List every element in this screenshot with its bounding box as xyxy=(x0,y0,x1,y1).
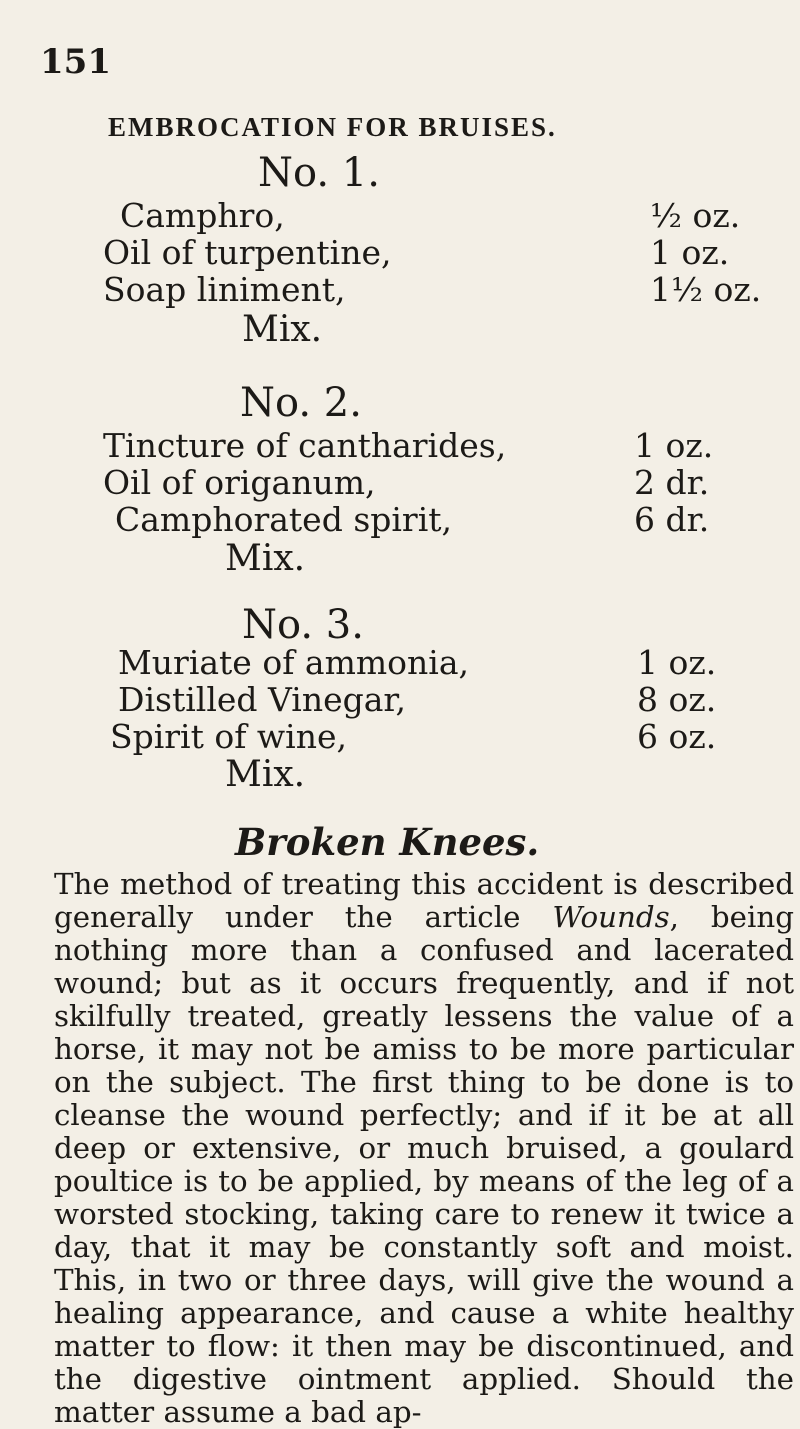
ingredient-name: Oil of origanum, xyxy=(103,463,376,502)
ingredient-quantity: 1 oz. xyxy=(650,233,730,272)
ingredient-row xyxy=(0,643,800,683)
ingredient-name: Distilled Vinegar, xyxy=(118,680,407,719)
ingredient-quantity: 1 oz. xyxy=(634,426,714,465)
mix-instruction: Mix. xyxy=(242,309,323,350)
page-heading: EMBROCATION FOR BRUISES. xyxy=(108,112,557,142)
ingredient-row xyxy=(0,426,800,466)
ingredient-name: Muriate of ammonia, xyxy=(118,643,469,682)
ingredient-row xyxy=(0,717,800,757)
ingredient-name: Spirit of wine, xyxy=(110,717,348,756)
ingredient-quantity: 6 oz. xyxy=(637,717,717,756)
ingredient-row xyxy=(0,680,800,720)
recipe-number: No. 2. xyxy=(240,380,362,426)
ingredient-quantity: 6 dr. xyxy=(634,500,710,539)
mix-instruction: Mix. xyxy=(225,754,306,795)
ingredient-quantity: ½ oz. xyxy=(650,196,741,235)
ingredient-name: Tincture of cantharides, xyxy=(103,426,507,465)
ingredient-name: Oil of turpentine, xyxy=(103,233,392,272)
mix-instruction: Mix. xyxy=(225,538,306,579)
paragraph-text: The method of treating this accident is described generally under the article xyxy=(54,867,794,934)
ingredient-quantity: 2 dr. xyxy=(634,463,710,502)
recipe-number: No. 3. xyxy=(242,602,364,648)
ingredient-row xyxy=(0,270,800,310)
ingredient-quantity: 8 oz. xyxy=(637,680,717,719)
ingredient-row xyxy=(0,463,800,503)
section-title: Broken Knees. xyxy=(235,820,540,864)
paragraph-text: , being nothing more than a confused and lacerated wound; but as it occurs frequently, and if not skilfully treated, greatly lessens the value of a horse, it may not be amiss to be more particular on the subject. The first thing to be done is to cleanse the wound perfectly; and if it be at all deep or extensive, or much bruised, a goulard poultice is to be applied, by means of the leg of a worsted stocking, taking care to renew it twice a day, that it may be constantly soft and moist. This, in two or three days, will give the wound a healing appearance, and cause a white healthy matter to flow: it then may be discontinued, and the digestive ointment applied. Should the matter assume a bad ap- xyxy=(54,900,794,1429)
ingredient-name: Soap liniment, xyxy=(103,270,346,309)
body-paragraph xyxy=(54,868,794,1429)
paragraph-emphasis: Wounds xyxy=(552,900,670,934)
ingredient-row xyxy=(0,233,800,273)
ingredient-row xyxy=(0,500,800,540)
ingredient-name: Camphorated spirit, xyxy=(115,500,453,539)
ingredient-row xyxy=(0,196,800,236)
ingredient-quantity: 1 oz. xyxy=(637,643,717,682)
ingredient-name: Camphro, xyxy=(120,196,285,235)
ingredient-quantity: 1½ oz. xyxy=(650,270,762,309)
page-number: 151 xyxy=(40,42,111,82)
recipe-number: No. 1. xyxy=(258,150,380,196)
